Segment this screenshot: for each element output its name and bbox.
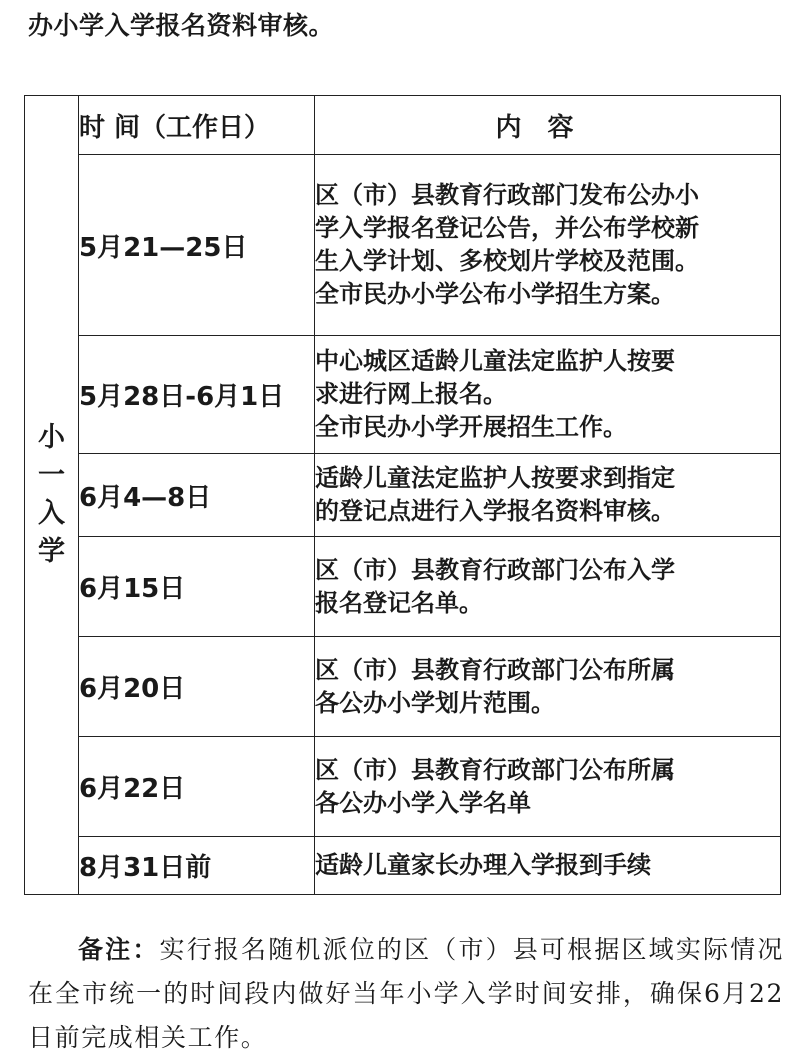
row-content — [315, 537, 781, 637]
enrollment-schedule-table — [24, 95, 781, 895]
note-text: 实行报名随机派位的区（市）县可根据区域实际情况在全市统一的时间段内做好当年小学入学时间安排，确保6月22日前完成相关工作。 — [28, 935, 784, 1052]
header-content: 内容 — [315, 96, 781, 155]
row-content — [315, 454, 781, 537]
content-line: 区（市）县教育行政部门公布所属 — [315, 655, 675, 684]
content-line: 的登记点进行入学报名资料审核。 — [315, 497, 675, 525]
row-time: 6月15日 — [79, 537, 315, 637]
stage-label-char: 小 — [38, 422, 65, 453]
row-time: 6月4—8日 — [79, 454, 315, 537]
content-line: 学入学报名登记公告，并公布学校新 — [315, 214, 699, 242]
row-content — [315, 155, 781, 336]
table-header-row — [25, 96, 781, 155]
row-content — [315, 336, 781, 454]
content-line: 中心城区适龄儿童法定监护人按要 — [315, 347, 675, 375]
content-line: 适龄儿童家长办理入学报到手续 — [315, 851, 651, 879]
content-line: 生入学计划、多校划片学校及范围。 — [315, 247, 699, 275]
content-line: 求进行网上报名。 — [315, 380, 507, 408]
note-label: 备注： — [78, 935, 160, 964]
row-content — [315, 637, 781, 737]
content-line: 报名登记名单。 — [315, 588, 483, 617]
stage-label-char: 学 — [38, 536, 65, 567]
table-row — [25, 637, 781, 737]
note-paragraph — [28, 928, 784, 1060]
content-line: 适龄儿童法定监护人按要求到指定 — [315, 464, 675, 492]
row-time: 6月22日 — [79, 737, 315, 837]
table-row — [25, 737, 781, 837]
stage-label-cell — [25, 96, 79, 895]
row-time: 8月31日前 — [79, 837, 315, 895]
content-line: 区（市）县教育行政部门发布公办小 — [315, 181, 699, 209]
row-time: 6月20日 — [79, 637, 315, 737]
row-time: 5月28日-6月1日 — [79, 336, 315, 454]
table-row — [25, 454, 781, 537]
stage-label-char: 一 — [38, 460, 65, 491]
table-row — [25, 537, 781, 637]
content-line: 区（市）县教育行政部门公布入学 — [315, 555, 675, 584]
stage-label-char: 入 — [38, 498, 65, 529]
content-line: 各公办小学入学名单 — [315, 788, 531, 817]
table-row — [25, 336, 781, 454]
table-row — [25, 837, 781, 895]
content-line: 全市民办小学公布小学招生方案。 — [315, 280, 675, 308]
header-time: 时 间（工作日） — [79, 96, 315, 155]
row-content — [315, 837, 781, 895]
row-content — [315, 737, 781, 837]
content-line: 各公办小学划片范围。 — [315, 688, 555, 717]
content-line: 全市民办小学开展招生工作。 — [315, 413, 627, 441]
row-time: 5月21—25日 — [79, 155, 315, 336]
table-row — [25, 155, 781, 336]
intro-line: 办小学入学报名资料审核。 — [28, 11, 335, 40]
content-line: 区（市）县教育行政部门公布所属 — [315, 755, 675, 784]
